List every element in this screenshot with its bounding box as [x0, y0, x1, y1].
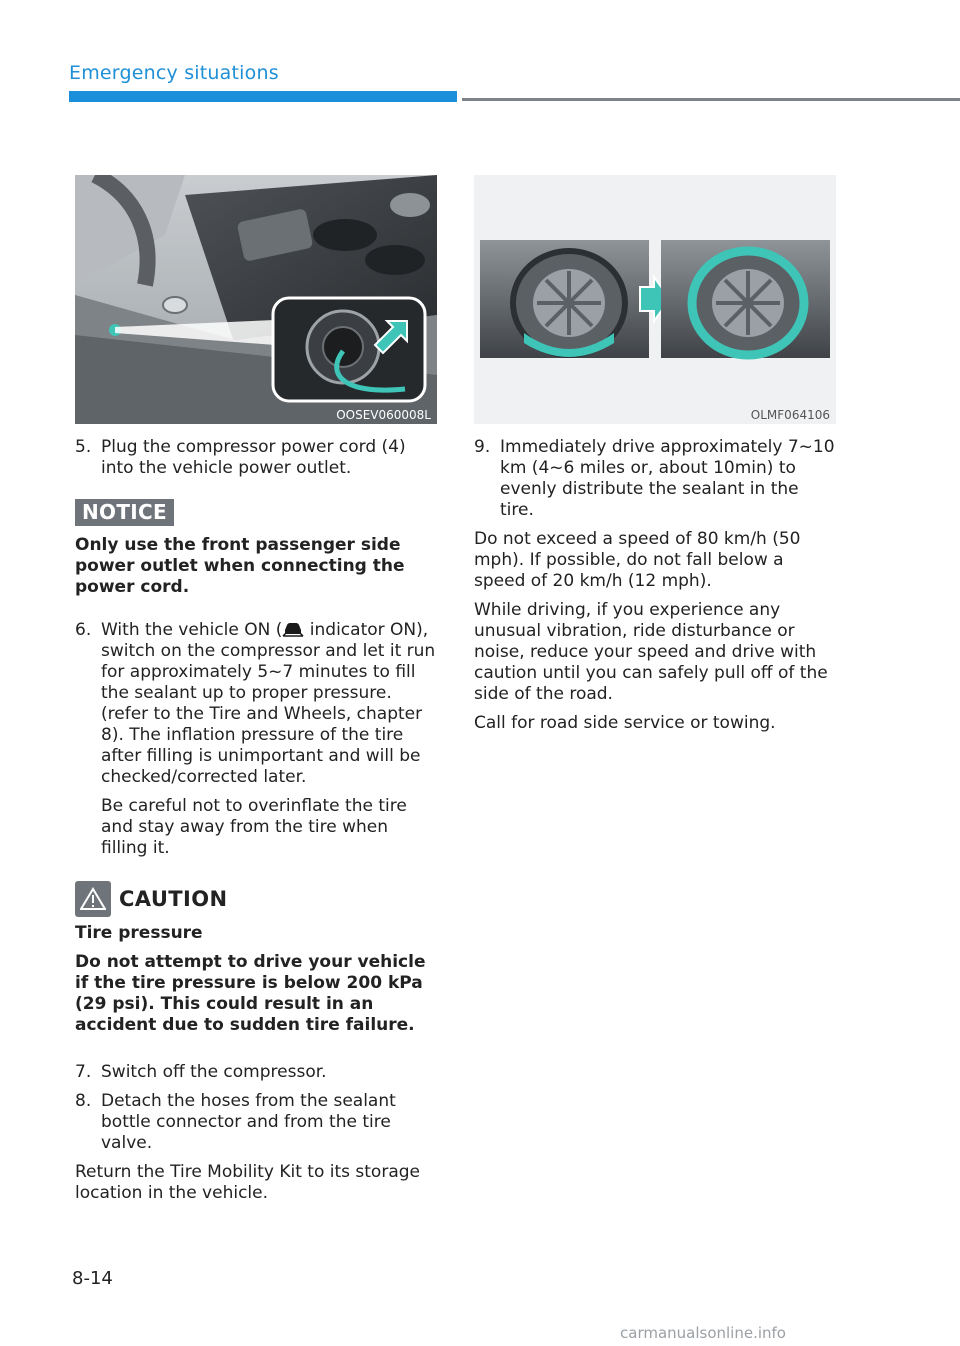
caution-title: CAUTION [119, 886, 228, 911]
page-number: 8-14 [72, 1268, 113, 1289]
speed-limit-paragraph: Do not exceed a speed of 80 km/h (50 mph). If possible, do not fall below a speed of 20 km/h (12 mph). [474, 529, 801, 591]
watermark: carmanualsonline.info [620, 1324, 786, 1342]
right-column [474, 437, 836, 742]
caution-subtitle: Tire pressure [75, 923, 203, 943]
step-text-end: indicator ON), switch on the compressor and let it run for approximately 5~7 minutes to fill the sealant up to proper pressure. (refer to the Tire and Wheels, chapter 8). The inflation pressure of the tire after filling is unimportant and will be checked/corrected later. [101, 620, 436, 787]
notice-badge: NOTICE [75, 499, 174, 526]
step-number: 5. [75, 437, 92, 457]
warning-triangle-icon [75, 881, 111, 917]
left-column [75, 437, 437, 1212]
step-9 [474, 437, 836, 521]
step-6-note: Be careful not to overinflate the tire and stay away from the tire when filling it. [101, 796, 407, 858]
tire-sealant-illustration [474, 175, 836, 424]
step-5 [75, 437, 437, 479]
driving-caution-paragraph: While driving, if you experience any unusual vibration, ride disturbance or noise, reduce your speed and drive with caution until you can safely pull off of the side of the road. [474, 600, 828, 704]
caution-header [75, 881, 437, 917]
header-rule [462, 98, 960, 101]
notice-box [75, 499, 437, 598]
step-number: 8. [75, 1091, 92, 1111]
figure-code: OOSEV060008L [336, 408, 431, 422]
step-6 [75, 620, 437, 788]
return-instruction: Return the Tire Mobility Kit to its storage location in the vehicle. [75, 1162, 420, 1203]
header-accent-bar [69, 91, 457, 102]
caution-box [75, 881, 437, 1036]
step-text-start: With the vehicle ON ( [101, 620, 283, 640]
step-text: Detach the hoses from the sealant bottle connector and from the tire valve. [101, 1091, 396, 1153]
step-text: Immediately drive approximately 7~10 km (4~6 miles or, about 10min) to evenly distribute the sealant in the tire. [500, 437, 835, 520]
figure-tire-sealant [474, 175, 836, 424]
step-number: 6. [75, 620, 92, 640]
step-8 [75, 1091, 437, 1154]
notice-text: Only use the front passenger side power outlet when connecting the power cord. [75, 535, 405, 597]
step-number: 9. [474, 437, 491, 457]
step-text: Switch off the compressor. [101, 1062, 327, 1082]
power-outlet-illustration [75, 175, 437, 424]
caution-text: Do not attempt to drive your vehicle if the tire pressure is below 200 kPa (29 psi). This could result in an accident due to sudden tire failure. [75, 952, 426, 1035]
section-title: Emergency situations [69, 62, 279, 84]
step-text: Plug the compressor power cord (4) into the vehicle power outlet. [101, 437, 406, 478]
step-7 [75, 1062, 437, 1083]
roadside-service-paragraph: Call for road side service or towing. [474, 713, 776, 733]
vehicle-ready-icon [282, 621, 304, 637]
figure-power-outlet [75, 175, 437, 424]
figure-code: OLMF064106 [750, 408, 830, 422]
step-number: 7. [75, 1062, 92, 1082]
